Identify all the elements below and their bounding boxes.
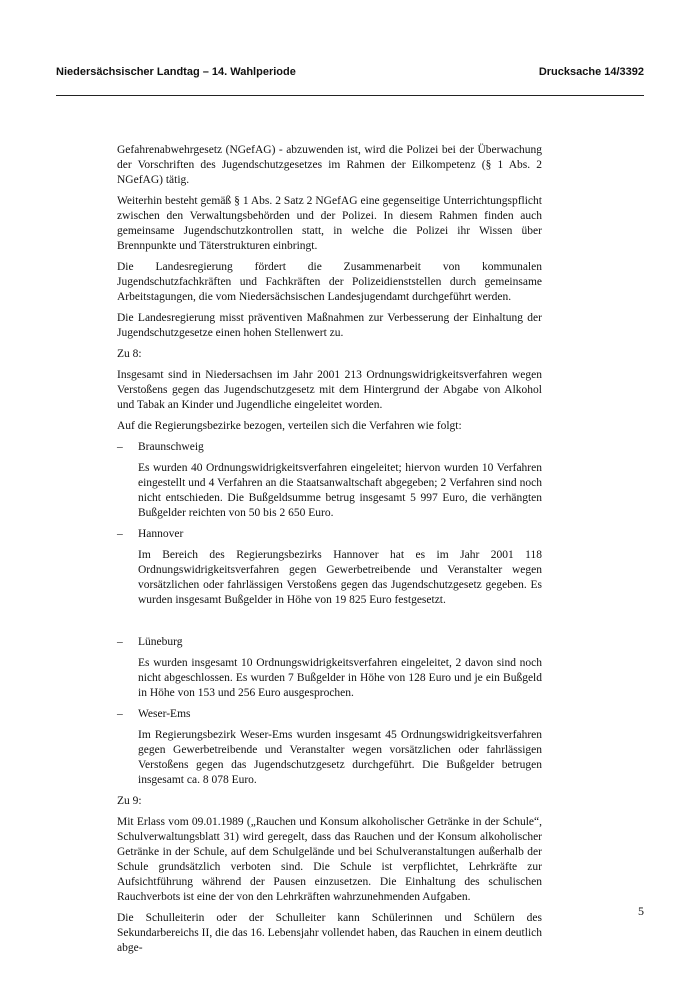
section-heading-zu-8: Zu 8:: [117, 348, 142, 360]
district-name: Lüneburg: [138, 636, 183, 648]
spacer: [117, 614, 542, 635]
district-text: Es wurden 40 Ordnungswidrigkeitsverfahren eingeleitet; hiervon wurden 10 Verfahren eingestellt und 4 Verfahren an die Staatsanwaltschaft abgegeben; 2 Verfahren sind noch nicht entschieden. Die Bußgeldsumme betrug insgesamt 5 997 Euro, die verhängten Bußgelder reichten von 50 bis 2 650 Euro.: [138, 462, 542, 519]
document-body: [117, 143, 542, 962]
list-dash: –: [117, 441, 123, 453]
list-item-weser-ems: [117, 707, 542, 722]
list-item-lueneburg: [117, 635, 542, 650]
paragraph: Weiterhin besteht gemäß § 1 Abs. 2 Satz 2 NGefAG eine gegenseitige Unterrichtungspflicht zwischen den Verwaltungsbehörden und der Polizei. In diesem Rahmen finden auch gemeinsame Jugendschutzkontrollen statt, in welche die Polizei ihr Wissen über Brennpunkte und Täterstrukturen einbringt.: [117, 195, 542, 252]
paragraph: Die Schulleiterin oder der Schulleiter kann Schülerinnen und Schülern des Sekundarbereichs II, die das 16. Lebensjahr vollendet haben, das Rauchen in einem deutlich abge-: [117, 912, 542, 954]
header-rule: [56, 95, 644, 96]
paragraph: Mit Erlass vom 09.01.1989 („Rauchen und Konsum alkoholischer Getränke in der Schule“, Schulverwaltungsblatt 31) wird geregelt, dass das Rauchen und der Konsum alkoholischer Getränke in der Schule, auf dem Schulgelände und bei Schulveranstaltungen außerhalb der Schule grundsätzlich verboten sind. Die Schule ist verpflichtet, Lehrkräfte zur Aufsichtführung während der Pausen einzusetzen. Die Einhaltung des schulischen Rauchverbots ist eine der von den Lehrkräften wahrzunehmenden Aufgaben.: [117, 816, 542, 903]
list-item-braunschweig: [117, 440, 542, 455]
paragraph: Auf die Regierungsbezirke bezogen, verteilen sich die Verfahren wie folgt:: [117, 420, 462, 432]
district-text: Im Bereich des Regierungsbezirks Hannover hat es im Jahr 2001 118 Ordnungswidrigkeitsverfahren gegen Gewerbetreibende und Veranstalter wegen vorsätzlichen oder fahrlässigen Verstoßens gegen das Jugendschutzgesetz gegeben. Es wurden insgesamt Bußgelder in Höhe von 19 825 Euro festgesetzt.: [138, 549, 542, 606]
list-dash: –: [117, 528, 123, 540]
page-number: 5: [638, 904, 644, 918]
district-text: Im Regierungsbezirk Weser-Ems wurden insgesamt 45 Ordnungswidrigkeitsverfahren gegen Gewerbetreibende und Veranstalter wegen vorsätzlichen oder fahrlässigen Verstoßens gegen das Jugendschutzgesetz durchgeführt. Die Bußgelder betrugen insgesamt ca. 8 078 Euro.: [138, 729, 542, 786]
section-heading-zu-9: Zu 9:: [117, 795, 142, 807]
header-document-number: Drucksache 14/3392: [538, 66, 644, 78]
list-dash: –: [117, 708, 123, 720]
list-dash: –: [117, 636, 123, 648]
paragraph: Insgesamt sind in Niedersachsen im Jahr 2001 213 Ordnungswidrigkeitsverfahren wegen Verstoßens gegen das Jugendschutzgesetz mit dem Hintergrund der Abgabe von Alkohol und Tabak an Kinder und Jugendliche eingeleitet worden.: [117, 369, 542, 411]
paragraph: Die Landesregierung fördert die Zusammenarbeit von kommunalen Jugendschutzfachkräften und Fachkräften der Polizeidienststellen durch gemeinsame Arbeitstagungen, die vom Niedersächsischen Landesjugendamt durchgeführt werden.: [117, 261, 542, 303]
page-header: [56, 66, 644, 78]
list-item-hannover: [117, 527, 542, 542]
district-text: Es wurden insgesamt 10 Ordnungswidrigkeitsverfahren eingeleitet, 2 davon sind noch nicht abgeschlossen. Es wurden 7 Bußgelder in Höhe von 128 Euro und je ein Bußgeld in Höhe von 153 und 256 Euro ausgesprochen.: [138, 657, 542, 699]
paragraph: Gefahrenabwehrgesetz (NGefAG) - abzuwenden ist, wird die Polizei bei der Überwachung der Vorschriften des Jugendschutzgesetzes im Rahmen der Eilkompetenz (§ 1 Abs. 2 NGefAG) tätig.: [117, 144, 542, 186]
paragraph: Die Landesregierung misst präventiven Maßnahmen zur Verbesserung der Einhaltung der Jugendschutzgesetze einen hohen Stellenwert zu.: [117, 312, 542, 339]
district-name: Weser-Ems: [138, 708, 191, 720]
district-name: Braunschweig: [138, 441, 204, 453]
header-title: Niedersächsischer Landtag – 14. Wahlperiode: [56, 66, 296, 78]
district-name: Hannover: [138, 528, 184, 540]
